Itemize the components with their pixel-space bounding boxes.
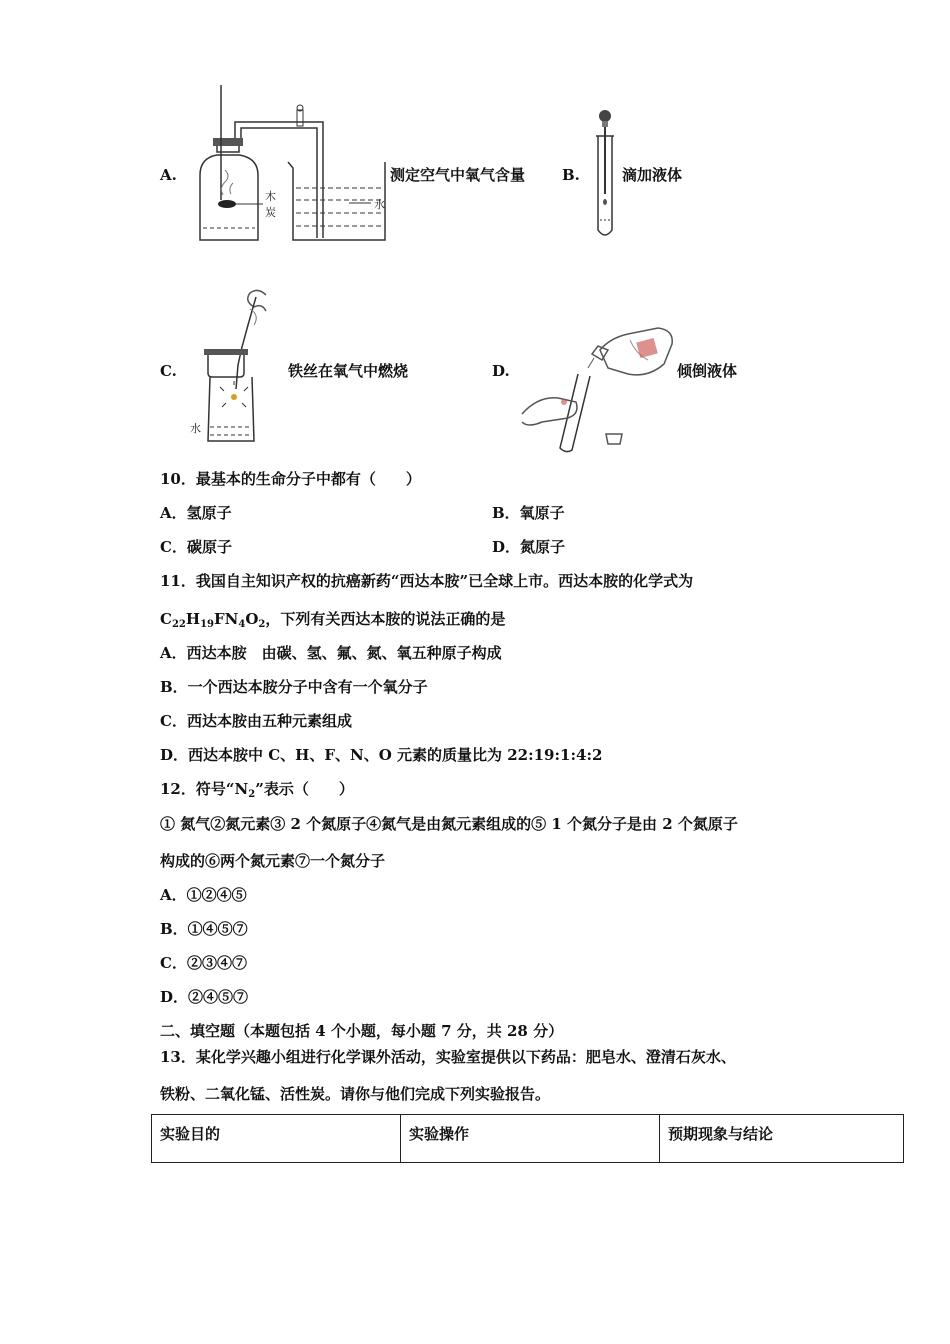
q10-option-c: C．碳原子: [160, 538, 232, 556]
section-2-title: 二、填空题（本题包括 4 个小题，每小题 7 分，共 28 分）: [160, 1022, 564, 1040]
q11-option-d: D．西达本胺中 C、H、F、N、O 元素的质量比为 22:19:1:4:2: [160, 746, 603, 764]
q10-stem: 10．最基本的生命分子中都有（ ）: [160, 470, 421, 488]
option-c-letter: C.: [160, 362, 177, 380]
q11-option-c: C．西达本胺由五种元素组成: [160, 712, 352, 730]
label-water-a: 水: [374, 198, 385, 211]
q12-option-b: B．①④⑤⑦: [160, 920, 248, 938]
option-c-text: 铁丝在氧气中燃烧: [288, 362, 409, 380]
q11-option-a: A．西达本胺 由碳、氢、氟、氮、氧五种原子构成: [160, 644, 502, 662]
q12-stem: 12．符号“$N_2$”表示（ ）: [160, 780, 354, 800]
iron-wire-burning-figure: [188, 285, 268, 445]
option-a-text: 测定空气中氧气含量: [390, 166, 526, 184]
q12-option-d: D．②④⑤⑦: [160, 988, 249, 1006]
q10-option-b: B．氧原子: [492, 504, 565, 522]
label-charcoal-2: 炭: [265, 206, 276, 219]
table-header-row: [152, 1115, 904, 1163]
option-d-letter: D.: [492, 362, 510, 380]
q11-formula-line: $C_{22}H_{19}FN_4O_2$，下列有关西达本胺的说法正确的是: [160, 610, 506, 630]
q12-option-a: A．①②④⑤: [160, 886, 247, 904]
option-b-text: 滴加液体: [622, 166, 683, 184]
option-b-letter: B.: [562, 166, 580, 184]
option-d-text: 倾倒液体: [677, 362, 738, 380]
q12-option-c: C．②③④⑦: [160, 954, 247, 972]
option-a-letter: A.: [160, 166, 177, 184]
q10-option-d: D．氮原子: [492, 538, 566, 556]
header-expected-result: 预期现象与结论: [660, 1115, 904, 1163]
header-purpose: 实验目的: [152, 1115, 401, 1163]
oxygen-content-apparatus-figure: [185, 80, 395, 245]
label-water-c: 水: [190, 422, 201, 435]
header-operation: 实验操作: [401, 1115, 660, 1163]
q10-option-a: A．氢原子: [160, 504, 232, 522]
q11-option-b: B．一个西达本胺分子中含有一个氧分子: [160, 678, 428, 696]
dropper-figure: [590, 108, 620, 243]
q12-line-1: ① 氮气②氮元素③ 2 个氮原子④氮气是由氮元素组成的⑤ 1 个氮分子是由 2 个氮原子: [160, 815, 738, 833]
q13-line-2: 铁粉、二氧化锰、活性炭。请你与他们完成下列实验报告。: [160, 1085, 551, 1103]
q12-line-2: 构成的⑥两个氮元素⑦一个氮分子: [160, 852, 386, 870]
pouring-liquid-figure: [518, 318, 678, 453]
label-charcoal-1: 木: [265, 190, 276, 203]
experiment-report-table: [151, 1114, 904, 1163]
q13-line-1: 13．某化学兴趣小组进行化学课外活动，实验室提供以下药品：肥皂水、澄清石灰水、: [160, 1048, 736, 1066]
q11-stem: 11．我国自主知识产权的抗癌新药“西达本胺”已全球上市。西达本胺的化学式为: [160, 572, 694, 590]
